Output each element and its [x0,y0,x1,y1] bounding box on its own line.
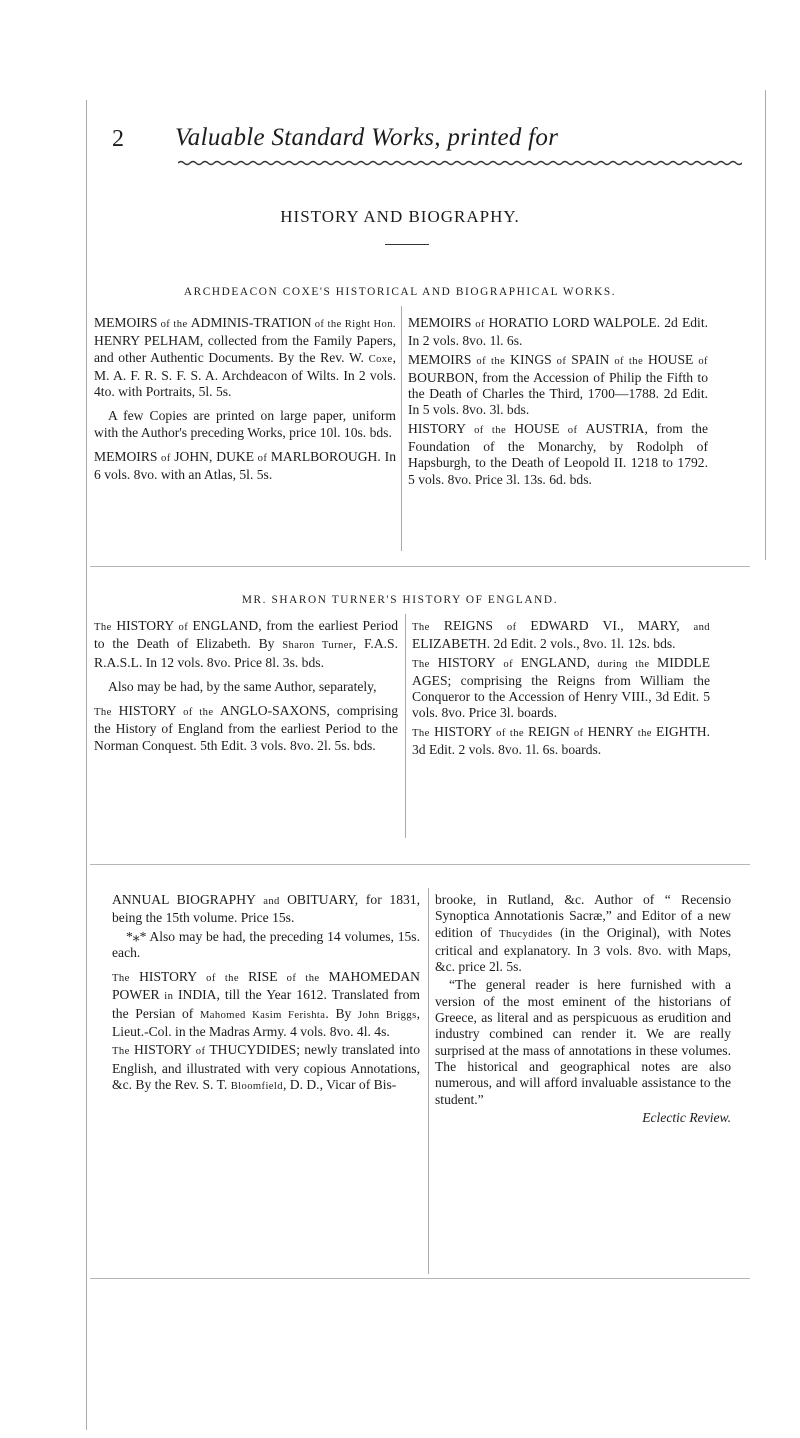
catalogue-entry-continuation: brooke, in Rutland, &c. Author of “ Recensio Synoptica Annotationis Sacræ,” and Editor of a new edition of Thucydides (in the Original), with Notes critical and explanatory. In 3 vols. 8vo. with Maps, &c. price 2l. 5s. [435,892,731,975]
wavy-rule [178,160,742,166]
running-title: Valuable Standard Works, printed for [175,124,559,151]
catalogue-note: *⁎* Also may be had, the preceding 14 volumes, 15s. each. [112,928,420,960]
page-number: 2 [112,126,124,152]
column-divider [401,306,402,551]
column-divider [428,888,429,1274]
turner-right-column [412,618,710,760]
catalogue-note: Also may be had, by the same Author, separately, [108,678,377,694]
catalogue-entry: MEMOIRS of the KINGS of SPAIN of the HOUSE of BOURBON, from the Accession of Philip the Fifth to the Death of Charles the Third, 1700—1788. 2d Edit. In 5 vols. 8vo. 3l. bds. [408,351,708,418]
section-rule [90,864,750,865]
catalogue-entry: HISTORY of the HOUSE of AUSTRIA, from the Foundation of the Monarchy, by Rodolph of Hapsburgh, to the Death of Leopold II. 1218 to 1792. 5 vols. 8vo. Price 3l. 13s. 6d. bds. [408,420,708,487]
catalogue-note: A few Copies are printed on large paper, uniform with the Author's preceding Works, price 10l. 10s. bds. [94,408,396,440]
catalogue-entry: The HISTORY of ENGLAND, from the earliest Period to the Death of Elizabeth. By Sharon Turner, F.A.S. R.A.S.L. In 12 vols. 8vo. Price 8l. 3s. bds. [94,618,399,670]
misc-right-column [435,892,731,1134]
catalogue-entry: The HISTORY of THUCYDIDES; newly translated into English, and illustrated with very copious Annotations, &c. By the Rev. S. T. Bloomfield, D. D., Vicar of Bis- [112,1042,420,1092]
coxe-left-column [94,315,396,492]
review-source: Eclectic Review. [642,1109,731,1125]
catalogue-entry: The REIGNS of EDWARD VI., MARY, and ELIZABETH. 2d Edit. 2 vols., 8vo. 1l. 12s. bds. [412,618,710,652]
catalogue-entry: The HISTORY of the ANGLO-SAXONS, comprising the History of England from the earliest Period to the Norman Conquest. 5th Edit. 3 vols. 8vo. 2l. 5s. bds. [94,703,398,753]
catalogue-entry: MEMOIRS of JOHN, DUKE of MARLBOROUGH. In 6 vols. 8vo. with an Atlas, 5l. 5s. [94,449,396,483]
page-edge-line [86,100,87,1430]
turner-heading: MR. SHARON TURNER'S HISTORY OF ENGLAND. [241,594,559,606]
review-quote: “The general reader is here furnished with a version of the most eminent of the historians of Greece, as literal and as perspicuous as erudition and industry combined can render it. We are really surprised at the mass of annotations in these volumes. The historical and geographical notes are also numerous, and will afford invaluable assistance to the student.” [435,977,731,1107]
turner-left-column [94,618,398,762]
coxe-heading: ARCHDEACON COXE'S HISTORICAL AND BIOGRAPHICAL WORKS. [183,286,617,298]
bottom-rule [90,1278,750,1279]
catalogue-entry: ANNUAL BIOGRAPHY and OBITUARY, for 1831, being the 15th volume. Price 15s. [112,892,421,926]
column-divider [405,614,406,838]
section-rule [90,566,750,567]
section-title: HISTORY AND BIOGRAPHY. [280,207,520,226]
page-edge-line [765,90,766,560]
title-rule [385,244,429,245]
catalogue-entry: The HISTORY of the RISE of the MAHOMEDAN POWER in INDIA, till the Year 1612. Translated from the Persian of Mahomed Kasim Ferishta. By John Briggs, Lieut.-Col. in the Madras Army. 4 vols. 8vo. 4l. 4s. [112,969,420,1040]
catalogue-entry: The HISTORY of the REIGN of HENRY the EIGHTH. 3d Edit. 2 vols. 8vo. 1l. 6s. boards. [412,723,710,758]
misc-left-column [112,892,420,1097]
catalogue-entry: MEMOIRS of HORATIO LORD WALPOLE. 2d Edit. In 2 vols. 8vo. 1l. 6s. [408,315,708,349]
catalogue-entry: MEMOIRS of the ADMINIS-TRATION of the Right Hon. HENRY PELHAM, collected from the Family Papers, and other Authentic Documents. By the Rev. W. Coxe, M. A. F. R. S. F. S. A. Archdeacon of Wilts. In 2 vols. 4to. with Portraits, 5l. 5s. [94,315,396,400]
catalogue-entry: The HISTORY of ENGLAND, during the MIDDLE AGES; comprising the Reigns from William the Conqueror to the Accession of Henry VIII., 3d Edit. 5 vols. 8vo. Price 3l. boards. [412,654,710,721]
coxe-right-column [408,315,708,490]
